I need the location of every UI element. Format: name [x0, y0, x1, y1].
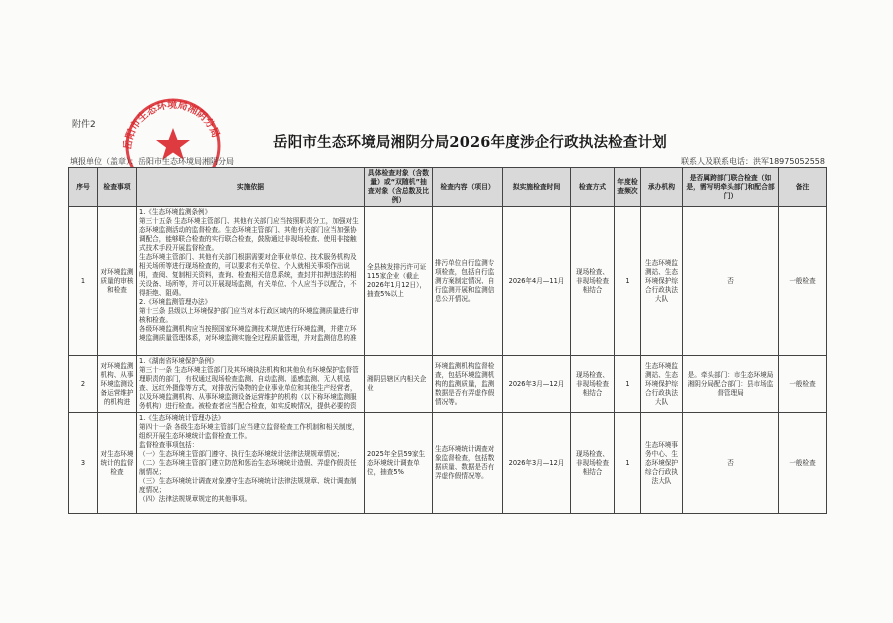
basis-line: 生态环境主管部门、其他有关部门根据需要对企事业单位、技术服务机构及相关场所等进行现场检查的，可以要求有关单位、个人就相关事项作出说明，查阅、复制相关资料，查询、检查相关信息系统，查封并扣押违法的相关设备、场所等，并可以开展现场监测，有关单位、个人应当予以配合，不得拒绝、阻碍。: [139, 253, 357, 297]
col-header-content: 检查内容（项目）: [433, 168, 503, 207]
cell-method: 现场检查、非现场检查相结合: [571, 413, 615, 514]
col-header-remark: 备注: [779, 168, 827, 207]
table-header-row: [69, 168, 827, 207]
cell-joint: 否: [683, 413, 779, 514]
basis-line: 第四十一条 各级生态环境主管部门应当建立监督检查工作机制和相关制度，组织开展生态环境统计监督检查工作。: [139, 423, 359, 440]
cell-remark: 一般检查: [779, 207, 827, 356]
col-header-item: 检查事项: [98, 168, 137, 207]
cell-frequency: 1: [615, 207, 641, 356]
cell-content: 生态环境统计调查对象监督检查，包括数据质量、数据是否有弄虚作假情况等。: [433, 413, 503, 514]
filler-unit: 填报单位（盖章）：岳阳市生态环境局湘阴分局: [70, 157, 234, 166]
cell-time: 2026年4月—11月: [503, 207, 571, 356]
cell-org: 生态环境事务中心、生态环境保护综合行政执法大队: [641, 413, 683, 514]
cell-frequency: 1: [615, 356, 641, 413]
cell-joint: 否: [683, 207, 779, 356]
cell-basis: [137, 413, 365, 514]
basis-line: （四）法律法规规章规定的其他事项。: [139, 495, 252, 503]
cell-remark: 一般检查: [779, 356, 827, 413]
cell-no: 3: [69, 413, 98, 514]
cell-item: 对生态环境统计的监督检查: [98, 413, 137, 514]
cell-frequency: 1: [615, 413, 641, 514]
attachment-label: 附件2: [72, 120, 96, 130]
cell-joint: 是。牵头部门：市生态环境局湘阴分局配合部门：县市场监督管理局: [683, 356, 779, 413]
table-row: [69, 207, 827, 356]
basis-line: 2.《环境监测管理办法》: [139, 298, 212, 306]
cell-org: 生态环境监测站、生态环境保护综合行政执法大队: [641, 356, 683, 413]
svg-text:岳阳市生态环境局湘阴分局: 岳阳市生态环境局湘阴分局: [122, 99, 222, 151]
basis-line: 第三十五条 生态环境主管部门、其他有关部门应当按照职责分工，加强对生态环境监测活动的监督检查。生态环境主管部门、其他有关部门应当加强协调配合，能够联合检查的实行联合检查，鼓励通过非现场检查、使用非接触式技术手段开展监督检查。: [139, 217, 359, 252]
basis-line: 各级环境监测机构应当按照国家环境监测技术规范进行环境监测，并建立环境监测质量管理体系，对环境监测实施全过程质量管理，并对监测信息的准: [139, 325, 357, 342]
cell-object: 2025年全县59家生态环境统计调查单位，抽查5%: [365, 413, 433, 514]
col-header-frequency: 年度检查频次: [615, 168, 641, 207]
contact-info: 联系人及联系电话：洪军18975052558: [681, 157, 825, 166]
cell-content: 排污单位自行监测专项检查，包括自行监测方案制定情况、自行监测开展和监测信息公开情况。: [433, 207, 503, 356]
basis-line: 监督检查事项包括：: [139, 441, 199, 449]
col-header-org: 承办机构: [641, 168, 683, 207]
basis-line: 第十三条 县级以上环境保护部门应当对本行政区域内的环境监测质量进行审核和检查。: [139, 307, 359, 324]
col-header-time: 拟实施检查时间: [503, 168, 571, 207]
col-header-joint: 是否属跨部门联合检查（如是，需写明牵头部门和配合部门）: [683, 168, 779, 207]
basis-line: 1.《湖南省环境保护条例》: [139, 357, 218, 365]
cell-time: 2026年3月—12月: [503, 356, 571, 413]
basis-line: 1.《生态环境监测条例》: [139, 208, 212, 216]
cell-content: 环境监测机构监督检查，包括环境监测机构的监测质量，监测数据是否有弄虚作假情况等。: [433, 356, 503, 413]
basis-line: （一）生态环境主管部门遵守、执行生态环境统计法律法规规章情况；: [139, 450, 344, 458]
basis-line: （二）生态环境主管部门建立防范和惩治生态环境统计造假、弄虚作假责任制情况；: [139, 459, 357, 476]
inspection-plan-table: [68, 167, 827, 514]
basis-line: 第三十一条 生态环境主管部门及其环境执法机构和其他负有环境保护监督管理职责的部门，有权通过现场检查监测、自动监测、遥感监测、无人机巡查、远红外摄像等方式，对排放污染物的企业事业单位和其他生产经营者，以及环境监测机构、从事环境监测设备运营维护的机构（以下称环境监测服务机构）进行检查。被检查者应当配合检查，如实反映情况，提供必要的资: [139, 366, 359, 410]
cell-object: 全县核发排污许可证115家企业（截止2026年1月12日），抽查5%以上: [365, 207, 433, 356]
cell-item: 对环境监测质量的审核和检查: [98, 207, 137, 356]
col-header-object: 具体检查对象（含数量）或“双随机”抽查对象（含总数及比例）: [365, 168, 433, 207]
cell-method: 现场检查、非现场检查相结合: [571, 356, 615, 413]
cell-time: 2026年3月—12月: [503, 413, 571, 514]
cell-method: 现场检查、非现场检查相结合: [571, 207, 615, 356]
cell-org: 生态环境监测站、生态环境保护综合行政执法大队: [641, 207, 683, 356]
page-title: 岳阳市生态环境局湘阴分局2026年度涉企行政执法检查计划: [273, 134, 667, 151]
cell-item: 对环境监测机构、从事环境监测设备运营维护的机构进: [98, 356, 137, 413]
cell-basis: [137, 207, 365, 356]
cell-basis: [137, 356, 365, 413]
cell-object: 湘阴县辖区内相关企业: [365, 356, 433, 413]
col-header-method: 检查方式: [571, 168, 615, 207]
col-header-no: 序号: [69, 168, 98, 207]
table-row: [69, 413, 827, 514]
basis-line: （三）生态环境统计调查对象遵守生态环境统计法律法规规章、统计调查制度情况；: [139, 477, 357, 494]
cell-no: 2: [69, 356, 98, 413]
col-header-basis: 实施依据: [137, 168, 365, 207]
cell-no: 1: [69, 207, 98, 356]
table-row: [69, 356, 827, 413]
cell-remark: 一般检查: [779, 413, 827, 514]
basis-line: 1.《生态环境统计管理办法》: [139, 414, 225, 422]
